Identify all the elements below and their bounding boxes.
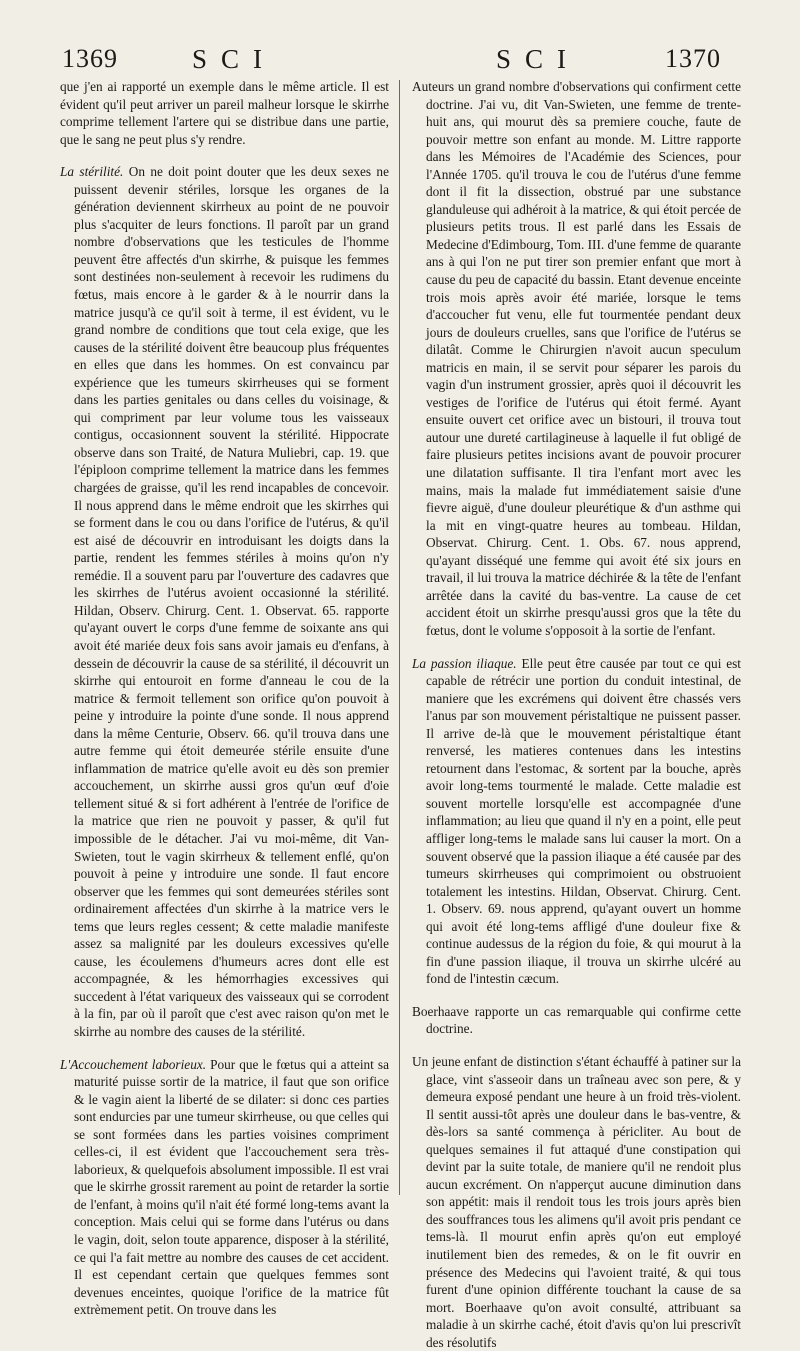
- paragraph-text: Elle peut être causée par tout ce qui est capable de rétrécir une portion du conduit intestinal, de maniere que les excrémens qui doivent être chassés vers l'anus par son mouvement péristaltique ne puissent passer. Il arrive de-là que le mouvement péristaltique étant renversé, les matieres contenues dans les intestins retournent dans l'estomac, & sortent par la bouche, après avoir long-tems tourmenté le malade. Cette maladie est souvent mortelle lorsqu'elle est accompagnée d'une inflammation; au lieu que quand il n'y en a point, elle peut affliger long-tems le malade sans lui causer la mort. On a souvent observé que la passion iliaque a été causée par des tumeurs skirrheuses qui comprimoient ou obstruoient totalement les intestins. Hildan, Observat. Chirurg. Cent. 1. Observ. 69. nous apprend, qu'ayant ouvert un homme qui avoit été long-tems affligé d'une douleur fixe & continue audessus de la région du foie, & qui mourut à la fin d'une passion iliaque, il trouva un skirrhe ulcéré au fond de l'intestin cæcum.: [426, 655, 741, 987]
- paragraph: [60, 1056, 389, 1319]
- paragraph: [60, 78, 389, 148]
- column-divider: [399, 80, 400, 1195]
- right-page-number: 1370: [665, 44, 721, 73]
- left-page-number: 1369: [62, 44, 118, 73]
- paragraph: [412, 1003, 741, 1038]
- section-heading: La stérilité.: [60, 164, 124, 180]
- right-headword: SCI: [496, 44, 581, 74]
- paragraph-text: Auteurs un grand nombre d'observations qui confirment cette doctrine. J'ai vu, dit Van-Swieten, une femme de trente-huit ans, qui mourut dès sa premiere couche, faute de pouvoir mettre son enfant au monde. M. Littre rapporte dans les Mémoires de l'Académie des Sciences, pour l'Année 1705. qu'il trouva le cou de l'utérus d'une femme dont il fit la dissection, obstrué par une substance glanduleuse qui adhéroit à la matrice, & qui étoit percée de plusieurs petits trous. Il est parlé dans les Essais de Medecine d'Edimbourg, Tom. III. d'une femme de quarante ans à qui l'on ne put tirer son premier enfant que mort à cause du peu de capacité du bassin. Etant devenue enceinte trois mois après avoir été mariée, lorsque le tems d'accoucher fut venu, elle fut tourmentée pendant deux jours de douleurs cruelles, sans que l'orifice de l'utérus se dilatât. Comme le Chirurgien n'avoit aucun speculum matricis en main, il se servit pour séparer les parois du vagin d'un instrument grossier, après quoi il découvrit les vestiges de l'orifice de l'utérus qui étoit fermé. Ayant ensuite ouvert cet orifice avec un bistouri, il trouva tout autour une dureté cartilagineuse à laquelle il fut obligé de faire plusieurs petites incisions avant de pouvoir procurer une dilatation suffisante. Il tira l'enfant mort avec les mains, mais la malade fut immédiatement saisie d'une fievre aiguë, d'une douleur pleurétique & d'un asthme qui la mit en vingt-quatre heures au tombeau. Hildan, Observat. Chirurg. Cent. 1. Obs. 67. nous apprend, qu'ayant disséqué une femme qui avoit été six jours en travail, il lui trouva la matrice déchirée & la tête de l'enfant arrêtée dans la cavité du bas-ventre. La cause de cet accident étoit un skirrhe presqu'aussi gros que la tête du fœtus, dont le volume s'opposoit à la sortie de l'enfant.: [412, 79, 742, 638]
- paragraph-text: Un jeune enfant de distinction s'étant échauffé à patiner sur la glace, vint s'asseoir dans un traîneau avec son pere, & y demeura exposé pendant une heure à un froid très-violent. Il sentit aussi-tôt après une douleur dans le bas-ventre, & dès-lors sa santé commença à péricliter. Au bout de quelques semaines il fut attaqué d'une constipation qui devint par la suite totale, de maniere qu'il ne rendoit plus aucun excrément. On n'apperçut aucune diminution dans son appétit: mais il rendoit tous les trois jours après bien des souffrances tous les alimens qu'il avoit pris pendant ce tems-là. Il mourut enfin après qu'on eut employé inutilement bien des remedes, & on le fit ouvrir en présence des Medecins qui l'avoient traité, & qui tous furent d'une opinion différente touchant la cause de sa mort. Boerhaave qu'on avoit consulté, attribuant sa maladie à un skirrhe caché, étoit d'avis qu'on lui prescrivît des résolutifs: [412, 1053, 741, 1350]
- paragraph: [60, 163, 389, 1040]
- paragraph-text: On ne doit point douter que les deux sexes ne puissent devenir stériles, lorsque les organes de la génération deviennent skirrheux au point de ne pouvoir plus s'acquiter de leurs fonctions. Il paroît par un grand nombre d'observations que les testicules de l'homme peuvent être affectés d'un skirrhe, & puisque les femmes sont destinées non-seulement à recevoir les rudimens du fœtus, mais encore à le garder & à le nourrir dans la matrice jusqu'à ce qu'il soit à terme, il est évident, vu le grand nombre de conditions que tout cela exige, que les causes de la stérilité doivent être beaucoup plus fréquentes en elles que dans les hommes. On est convaincu par expérience que les tumeurs skirrheuses qui se forment dans les parties genitales ou dans celles du voisinage, & qui compriment par leur volume tous les vaisseaux contigus, occasionnent souvent la stérilité. Hippocrate observe dans son Traité, de Natura Muliebri, cap. 19. que l'épiploon comprime tellement la matrice dans les femmes chargées de graisse, qu'il les rend incapables de concevoir. Il nous apprend dans le même endroit que les skirrhes qui se forment dans le cou ou dans l'orifice de l'utérus, & qu'il est aisé de découvrir en introduisant les doigts dans la partie, rendent les femmes stériles à moins qu'on n'y remédie. Il a souvent paru par l'ouverture des cadavres que les skirrhes de l'utérus avoient occasionné la stérilité. Hildan, Observ. Chirurg. Cent. 1. Observat. 65. rapporte qu'ayant ouvert le corps d'une femme de soixante ans qui avoit été mariée deux fois sans avoir jamais eu d'enfans, à dessein de découvrir la cause de sa stérilité, il découvrit un skirrhe qui entouroit en forme d'anneau le cou de la matrice & fermoit tellement son orifice qu'on pouvoit à peine y introduire la pointe d'une sonde. Il nous apprend dans la même Centurie, Observ. 66. qu'il trouva dans une autre femme qui étoit demeurée stérile ensuite d'une inflammation de matrice qu'elle avoit eu dès son premier accouchement, un skirrhe aussi gros qu'un œuf d'oie tellement situé & si fort adhérent à l'entrée de l'orifice de la matrice que rien ne pouvoit y passer, & qu'il fut impossible de le détacher. J'ai vu moi-même, dit Van-Swieten, tout le vagin skirrheux & tellement enflé, qu'on pouvoit à peine y introduire une sonde. Il faut encore observer que les femmes qui sont demeurées stériles sont ordinairement affectées d'un skirrhe à la matrice vers le tems que leurs regles cessent; & cette maladie manifeste assez sa malignité par les douleurs excessives qu'elle cause, les écoulemens d'humeurs acres dont elle est accompagnée, & les hémorrhagies excessives qui succedent à l'état variqueux des vaisseaux qui se corrodent à la fin, par où il paroît que c'est avec raison qu'on met le skirrhe au nombre des causes de la stérilité.: [74, 164, 389, 1039]
- paragraph: [412, 655, 741, 988]
- paragraph: [412, 78, 741, 640]
- paragraph-text: Boerhaave rapporte un cas remarquable qui confirme cette doctrine.: [412, 1003, 741, 1037]
- left-headword: SCI: [192, 44, 277, 74]
- left-column: [60, 78, 390, 1318]
- paragraph-text: que j'en ai rapporté un exemple dans le même article. Il est évident qu'il peut arriver un pareil malheur lorsque le skirrhe comprime tellement l'artere qui se distribue dans une partie, que le sang ne peut plus s'y rendre.: [60, 79, 389, 147]
- paragraph: [412, 1053, 741, 1351]
- section-heading: La passion iliaque.: [412, 655, 517, 671]
- right-column: [412, 78, 742, 1350]
- section-heading: L'Accouchement laborieux.: [60, 1056, 207, 1072]
- paragraph-text: Pour que le fœtus qui a atteint sa maturité puisse sortir de la matrice, il faut que son orifice & le vagin aient la liberté de se dilater: si donc ces parties sont endurcies par une tumeur skirrheuse, ou que celles qui se sont formées dans les parties voisines compriment celles-ci, il est évident que l'accouchement sera très-laborieux, & quelquefois absolument impossible. Il est vrai que le skirrhe grossit rarement au point de retarder la sortie de l'enfant, à moins qu'il n'ait été formé long-tems avant la conception. Mais celui qui se forme dans l'utérus ou dans le vagin, doit, selon toute apparence, disposer à la stérilité, ce qui l'a fait mettre au nombre des causes de cet accident. Il est cependant certain que quelques femmes sont devenues enceintes, quoique l'orifice de la matrice fût extrèmement petit. On trouve dans les: [74, 1056, 390, 1318]
